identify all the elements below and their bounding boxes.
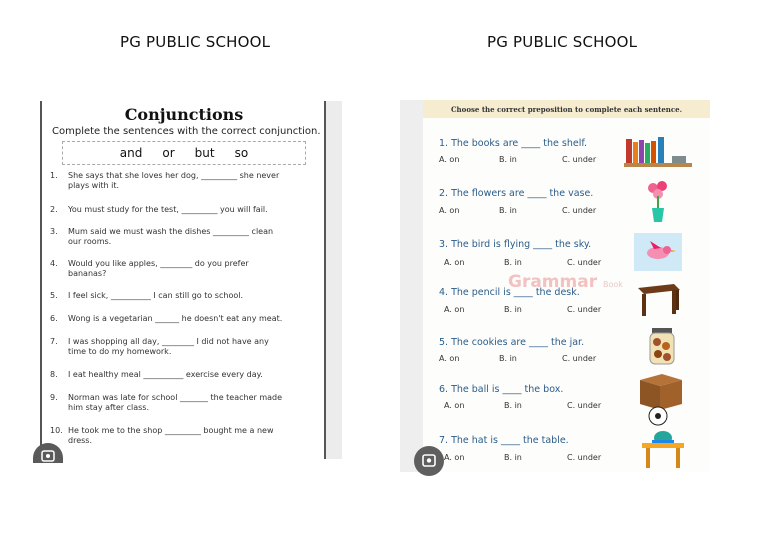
question-number: 3. (50, 227, 58, 236)
worksheet-instruction: Complete the sentences with the correct conjunction. (52, 126, 321, 137)
question-text: 5. The cookies are ____ the jar. (439, 337, 585, 348)
question-text: 2. The flowers are ____ the vase. (439, 188, 594, 199)
option-b[interactable]: B. in (504, 258, 522, 267)
question-text: Would you like apples, ________ do you prefer bananas? (68, 259, 249, 278)
question-item (50, 337, 320, 357)
option-b[interactable]: B. in (499, 155, 517, 164)
option-c[interactable]: C. under (567, 401, 602, 410)
question-item (50, 370, 320, 380)
question-number: 7. (50, 337, 58, 346)
question-text: You must study for the test, _________ you will fail. (68, 205, 268, 214)
question-number: 4. (50, 259, 58, 268)
question-number: 6. (50, 314, 58, 323)
bookshelf-icon (624, 136, 696, 170)
left-page-title: PG PUBLIC SCHOOL (120, 33, 271, 51)
question-text: Mum said we must wash the dishes _________ clean our rooms. (68, 227, 274, 246)
question-text: She says that she loves her dog, _________ she never plays with it. (68, 171, 280, 190)
option-a[interactable]: A. on (439, 206, 460, 215)
question-item (50, 393, 320, 413)
option-a[interactable]: A. on (444, 305, 465, 314)
option-b[interactable]: B. in (504, 453, 522, 462)
question-text: 4. The pencil is ____ the desk. (439, 287, 580, 298)
lens-search-icon[interactable] (414, 446, 444, 476)
option-c[interactable]: C. under (562, 155, 597, 164)
question-item (50, 259, 320, 279)
option-b[interactable]: B. in (504, 305, 522, 314)
box-ball-icon (636, 372, 686, 426)
question-number: 10. (50, 426, 63, 435)
question-number: 9. (50, 393, 58, 402)
option-c[interactable]: C. under (567, 258, 602, 267)
worksheet-banner: Choose the correct preposition to complete each sentence. (423, 100, 710, 118)
option-c[interactable]: C. under (562, 206, 597, 215)
word-bank-item: but (194, 146, 215, 160)
word-bank-item: so (234, 146, 249, 160)
option-a[interactable]: A. on (439, 354, 460, 363)
option-c[interactable]: C. under (562, 354, 597, 363)
question-text: Wong is a vegetarian ______ he doesn't eat any meat. (68, 314, 283, 323)
question-item (50, 314, 320, 324)
question-text: I eat healthy meal __________ exercise every day. (68, 370, 263, 379)
right-page-title: PG PUBLIC SCHOOL (487, 33, 638, 51)
worksheet-gutter (400, 100, 423, 472)
desk-icon (636, 280, 682, 320)
option-b[interactable]: B. in (504, 401, 522, 410)
question-text: 1. The books are ____ the shelf. (439, 138, 588, 149)
flower-vase-icon (644, 180, 674, 224)
cookie-jar-icon (648, 328, 676, 366)
question-number: 2. (50, 205, 58, 214)
question-list (50, 169, 320, 446)
question-item (50, 291, 320, 301)
question-text: 6. The ball is ____ the box. (439, 384, 564, 395)
option-b[interactable]: B. in (499, 206, 517, 215)
option-b[interactable]: B. in (499, 354, 517, 363)
conjunctions-worksheet[interactable] (40, 101, 342, 459)
worksheet-gutter (326, 101, 342, 459)
word-bank (62, 141, 306, 165)
worksheet-title: Conjunctions (124, 105, 244, 124)
prepositions-worksheet[interactable] (400, 100, 710, 472)
question-number: 1. (50, 171, 58, 180)
question-item (50, 426, 320, 446)
watermark: Grammar Book (508, 272, 623, 292)
question-text: I was shopping all day, ________ I did not have any time to do my homework. (68, 337, 269, 356)
option-c[interactable]: C. under (567, 305, 602, 314)
option-c[interactable]: C. under (567, 453, 602, 462)
option-a[interactable]: A. on (444, 453, 465, 462)
question-text: 7. The hat is ____ the table. (439, 435, 569, 446)
question-text: Norman was late for school _______ the teacher made him stay after class. (68, 393, 283, 412)
hat-table-icon (640, 429, 686, 469)
word-bank-item: and (119, 146, 143, 160)
question-item (50, 227, 320, 247)
question-text: He took me to the shop _________ bought me a new dress. (68, 426, 274, 445)
option-a[interactable]: A. on (444, 258, 465, 267)
word-bank-item: or (162, 146, 175, 160)
question-text: 3. The bird is flying ____ the sky. (439, 239, 592, 250)
option-a[interactable]: A. on (439, 155, 460, 164)
question-item (50, 171, 320, 191)
question-number: 8. (50, 370, 58, 379)
question-item (50, 205, 320, 215)
question-text: I feel sick, __________ I can still go to school. (68, 291, 243, 300)
option-a[interactable]: A. on (444, 401, 465, 410)
question-number: 5. (50, 291, 58, 300)
bird-icon (634, 233, 682, 271)
